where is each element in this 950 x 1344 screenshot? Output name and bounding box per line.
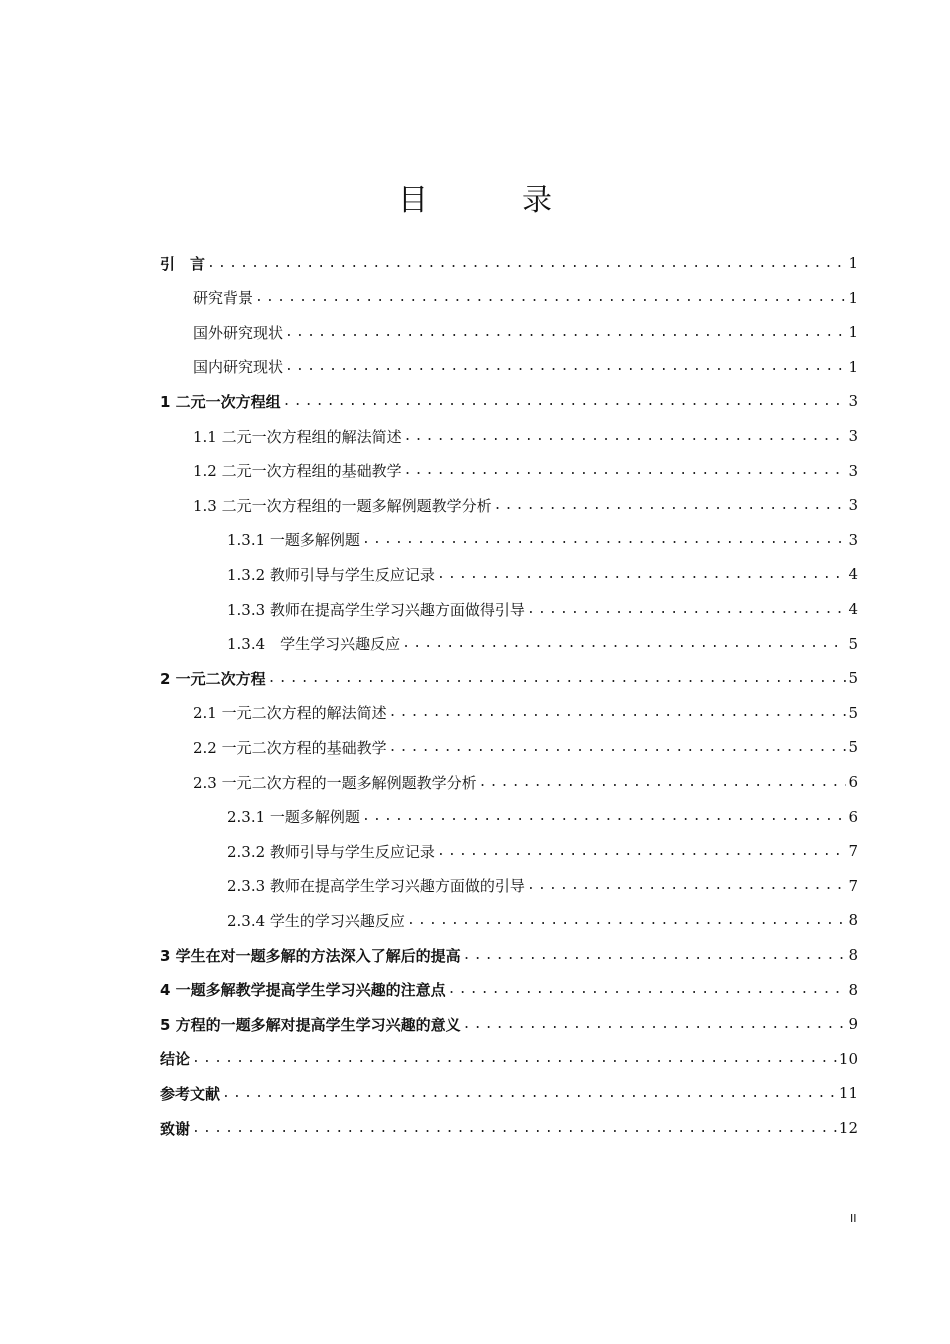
toc-entry[interactable]: [193, 350, 858, 384]
dot-leader: [285, 325, 846, 340]
toc-entry[interactable]: [193, 730, 858, 764]
toc-entry-page-number: 6: [848, 807, 858, 826]
toc-entry[interactable]: [160, 938, 858, 972]
toc-entry-page-number: 4: [848, 600, 858, 618]
toc-entry-label: 2.3.2 教师引导与学生反应记录: [227, 842, 435, 861]
toc-entry-label: 2.3.1 一题多解例题: [227, 808, 360, 827]
footer-page-number: II: [850, 1212, 857, 1225]
toc-entry[interactable]: [193, 315, 858, 349]
dot-leader: [192, 1121, 837, 1136]
toc-entry[interactable]: [193, 696, 858, 730]
toc-entry-label: 1.1 二元一次方程组的解法简述: [193, 427, 402, 446]
dot-leader: [527, 878, 847, 893]
toc-entry-label: 研究背景: [193, 289, 254, 308]
dot-leader: [448, 982, 847, 997]
toc-entry-page-number: 3: [848, 392, 858, 411]
toc-entry-label: 2.3.3 教师在提高学生学习兴趣方面做的引导: [227, 877, 525, 896]
dot-leader: [192, 1051, 837, 1066]
dot-leader: [362, 809, 847, 824]
toc-entry[interactable]: [193, 454, 858, 488]
toc-entry-page-number: 8: [848, 980, 858, 999]
toc-entry-page-number: 7: [848, 876, 858, 895]
dot-leader: [407, 913, 847, 928]
toc-entry-page-number: 3: [848, 427, 858, 445]
toc-entry[interactable]: [160, 384, 858, 418]
dot-leader: [389, 705, 847, 720]
dot-leader: [222, 1086, 837, 1101]
toc-entry-label: 2.1 一元二次方程的解法简述: [193, 704, 387, 723]
dot-leader: [437, 844, 847, 859]
toc-entry-page-number: 4: [848, 565, 858, 584]
toc-entry-page-number: 7: [848, 842, 858, 861]
dot-leader: [255, 290, 846, 305]
toc-entry-page-number: 3: [848, 461, 858, 480]
dot-leader: [285, 359, 846, 374]
dot-leader: [283, 394, 847, 409]
toc-entry-label: 4 一题多解教学提高学生学习兴趣的注意点: [160, 981, 446, 1000]
toc-entry-label: 2 一元二次方程: [160, 669, 266, 688]
toc-entry-label: 结论: [160, 1050, 191, 1069]
toc-entry-label: 1.3.4 学生学习兴趣反应: [227, 635, 401, 654]
toc-entry[interactable]: [160, 661, 858, 695]
toc-entry[interactable]: [227, 592, 858, 626]
toc-entry[interactable]: [160, 973, 858, 1007]
toc-entry[interactable]: [193, 281, 858, 315]
dot-leader: [362, 532, 847, 547]
toc-entry-label: 1.3.2 教师引导与学生反应记录: [227, 565, 435, 584]
toc-entry[interactable]: [193, 419, 858, 453]
toc-entry-label: 1.2 二元一次方程组的基础教学: [193, 462, 402, 481]
dot-leader: [268, 671, 847, 686]
dot-leader: [463, 1017, 847, 1032]
toc-entry-page-number: 8: [848, 946, 858, 964]
toc-entry-page-number: 1: [848, 357, 858, 376]
toc-entry[interactable]: [227, 523, 858, 557]
toc-entry[interactable]: [160, 1076, 858, 1110]
toc-entry[interactable]: [193, 765, 858, 799]
toc-entry-page-number: 1: [848, 323, 858, 342]
dot-leader: [207, 256, 846, 271]
toc-entry-label: 5 方程的一题多解对提高学生学习兴趣的意义: [160, 1015, 461, 1034]
toc-entry-label: 1 二元一次方程组: [160, 392, 281, 411]
dot-leader: [389, 740, 847, 755]
toc-entry-page-number: 1: [848, 254, 858, 272]
toc-entry-page-number: 3: [848, 530, 858, 549]
toc-entry[interactable]: [160, 1042, 858, 1076]
toc-entry[interactable]: [160, 1007, 858, 1041]
toc-entry-label: 2.2 一元二次方程的基础教学: [193, 738, 387, 757]
dot-leader: [494, 498, 847, 513]
toc-entry-label: 参考文献: [160, 1084, 221, 1103]
dot-leader: [404, 429, 847, 444]
toc-entry-label: 2.3 一元二次方程的一题多解例题教学分析: [193, 773, 477, 792]
toc-entry[interactable]: [227, 800, 858, 834]
toc-entry-page-number: 12: [838, 1119, 858, 1137]
toc-entry-page-number: 5: [848, 669, 858, 688]
toc-entry-page-number: 11: [838, 1084, 858, 1103]
dot-leader: [437, 567, 847, 582]
toc-entry-label: 3 学生在对一题多解的方法深入了解后的提高: [160, 946, 461, 965]
toc-entry-page-number: 9: [848, 1015, 858, 1034]
toc-entry-label: 国外研究现状: [193, 323, 284, 342]
toc-entry-page-number: 10: [838, 1049, 858, 1068]
toc-entry-label: 1.3.3 教师在提高学生学习兴趣方面做得引导: [227, 600, 525, 619]
toc-entry-page-number: 8: [848, 911, 858, 930]
toc-entry-label: 1.3.1 一题多解例题: [227, 531, 360, 550]
toc-entry-label: 2.3.4 学生的学习兴趣反应: [227, 911, 405, 930]
toc-entry-label: 致谢: [160, 1119, 191, 1138]
toc-entry-page-number: 3: [848, 496, 858, 515]
toc-entry[interactable]: [227, 903, 858, 937]
dot-leader: [404, 463, 847, 478]
toc-entry-page-number: 5: [848, 634, 858, 653]
page-title: 目 录: [398, 183, 584, 218]
toc-entry[interactable]: [227, 869, 858, 903]
toc-entry-page-number: 6: [848, 773, 858, 791]
toc-entry-page-number: 5: [848, 738, 858, 757]
dot-leader: [463, 948, 847, 963]
toc-entry[interactable]: [160, 1111, 858, 1145]
toc-entry-label: 国内研究现状: [193, 358, 284, 377]
toc-entry[interactable]: [227, 834, 858, 868]
toc-entry[interactable]: [227, 557, 858, 591]
toc-entry[interactable]: [193, 488, 858, 522]
dot-leader: [527, 602, 847, 617]
dot-leader: [402, 636, 846, 651]
toc-entry-label: 1.3 二元一次方程组的一题多解例题教学分析: [193, 496, 492, 515]
toc-entry-page-number: 1: [848, 288, 858, 307]
toc-entry-page-number: 5: [848, 703, 858, 722]
toc-entry[interactable]: [160, 246, 858, 280]
toc-entry-label: 引 言: [160, 254, 206, 273]
toc-entry[interactable]: [227, 627, 858, 661]
dot-leader: [479, 775, 847, 790]
